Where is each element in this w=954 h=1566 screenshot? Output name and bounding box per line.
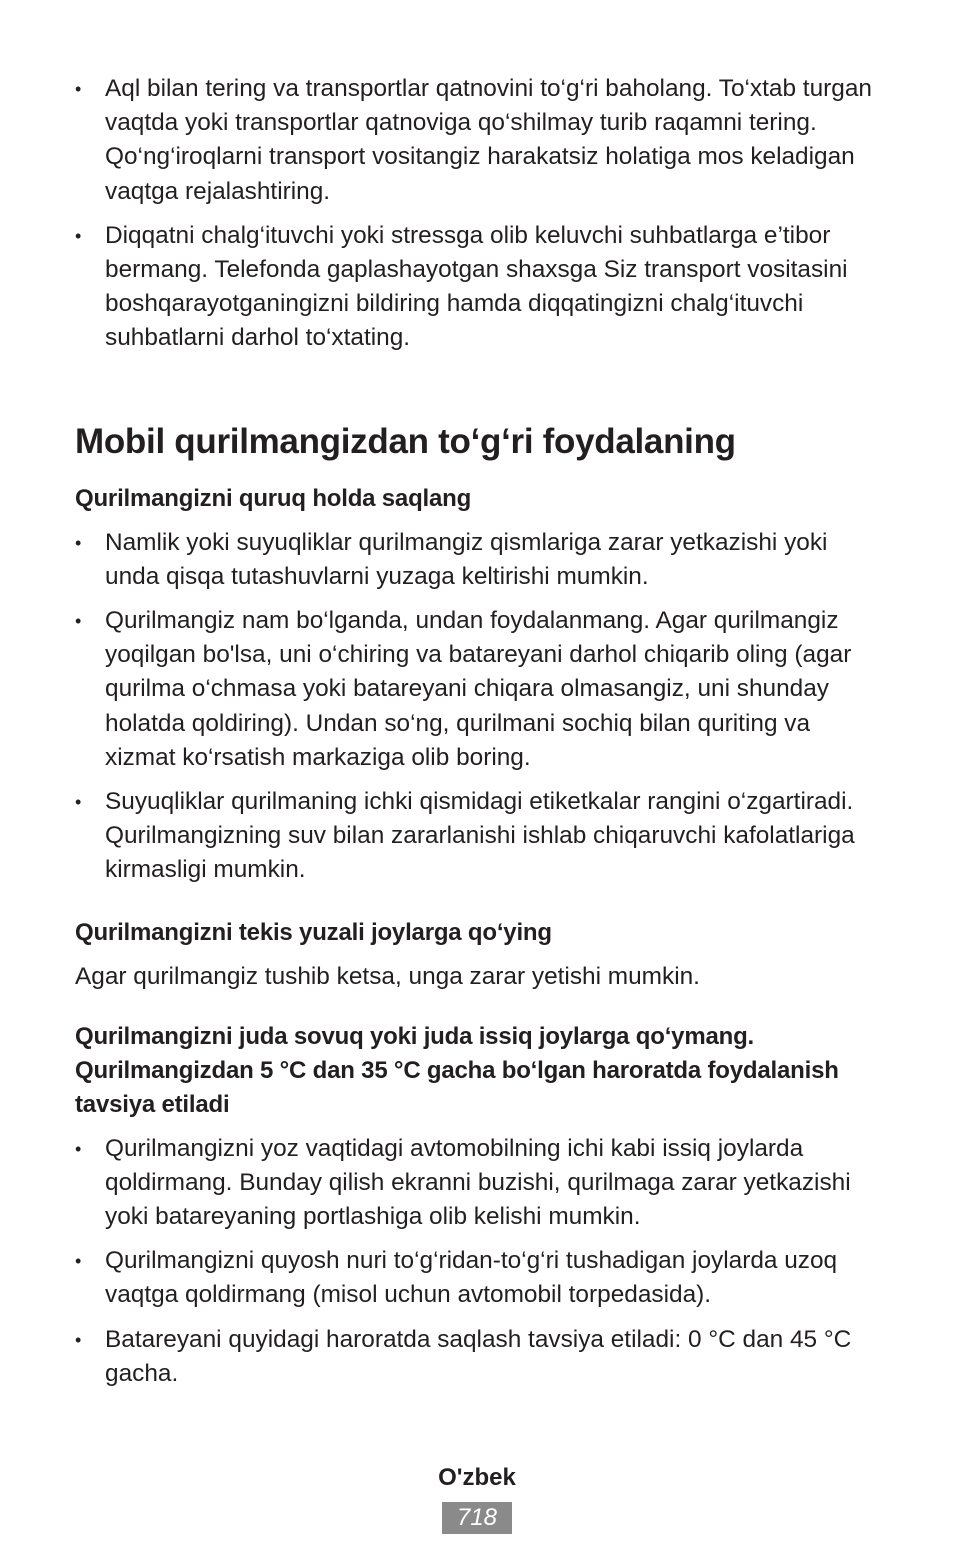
list-item-text: Aql bilan tering va transportlar qatnovini to‘g‘ri baholang. To‘xtab turgan vaqtda yoki transportlar qatnoviga qo‘shilmay turib raqamni tering. Qo‘ng‘iroqlarni transport vositangiz harakatsiz holatiga mos keladigan vaqtga rejalashtiring. [105,75,872,205]
list-item-text: Qurilmangiz nam bo‘lganda, undan foydalanmang. Agar qurilmangiz yoqilgan bo'lsa, uni o‘chiring va batareyani darhol chiqarib oling (agar qurilma o‘chmasa yoki batareyani chiqara olmasangiz, uni shunday holatda qoldiring). Undan so‘ng, qurilmani sochiq bilan quriting va xizmat ko‘rsatish markaziga olib boring. [105,607,852,771]
list-item-text: Qurilmangizni yoz vaqtidagi avtomobilning ichi kabi issiq joylarda qoldirmang. Bunday qilish ekranni buzishi, qurilmaga zarar yetkazishi yoki batareyaning portlashiga olib kelishi mumkin. [105,1134,851,1231]
paragraph: Agar qurilmangiz tushib ketsa, unga zarar yetishi mumkin. [75,962,700,990]
list-item-text: Diqqatni chalg‘ituvchi yoki stressga olib keluvchi suhbatlarga e’tibor bermang. Telefonda gaplashayotgan shaxsga Siz transport vositasini boshqarayotganingizni bildiring hamda diqqatingizni chalg‘ituvchi suhbatlarni darhol to‘xtating. [105,221,848,352]
footer-language: O'zbek [438,1464,516,1491]
bullet-icon: • [75,611,82,632]
temperature-tips-list [75,1132,885,1391]
list-item [75,72,885,209]
subsection-title-flat-surface: Qurilmangizni tekis yuzali joylarga qo‘ying [75,918,552,946]
bullet-icon: • [75,792,82,813]
list-item [75,219,885,356]
list-item-text: Namlik yoki suyuqliklar qurilmangiz qismlariga zarar yetkazishi yoki unda qisqa tutashuvlarni yuzaga keltirishi mumkin. [105,528,828,590]
list-item-text: Suyuqliklar qurilmaning ichki qismidagi etiketkalar rangini o‘zgartiradi. Qurilmangizning suv bilan zararlanishi ishlab chiqaruvchi kafolatlariga kirmasligi mumkin. [105,788,855,884]
list-item [75,604,885,775]
bullet-icon: • [75,1251,82,1272]
list-item [75,1323,885,1391]
bullet-icon: • [75,79,82,99]
bullet-icon: • [75,225,82,246]
list-item [75,785,885,888]
list-item-text: Batareyani quyidagi haroratda saqlash tavsiya etiladi: 0 °C dan 45 °C gacha. [105,1325,852,1387]
bullet-icon: • [75,532,82,553]
subsection-title-temperature: Qurilmangizni juda sovuq yoki juda issiq joylarga qo‘ymang. Qurilmangizdan 5 °C dan 35 °C gacha bo‘lgan haroratda foydalanish tavsiya etiladi [75,1022,839,1118]
list-item [75,1132,885,1235]
subsection-title-dry: Qurilmangizni quruq holda saqlang [75,484,472,512]
list-item [75,526,885,594]
page-number: 718 [442,1502,512,1534]
list-item-text: Qurilmangizni quyosh nuri to‘g‘ridan-to‘g‘ri tushadigan joylarda uzoq vaqtga qoldirmang (misol uchun avtomobil torpedasida). [105,1247,838,1309]
bullet-icon: • [75,1138,82,1159]
driving-tips-list [75,72,885,356]
bullet-icon: • [75,1329,82,1350]
dry-tips-list [75,526,885,888]
list-item [75,1244,885,1312]
section-heading: Mobil qurilmangizdan to‘g‘ri foydalaning [75,421,736,461]
document-body [75,72,885,1401]
